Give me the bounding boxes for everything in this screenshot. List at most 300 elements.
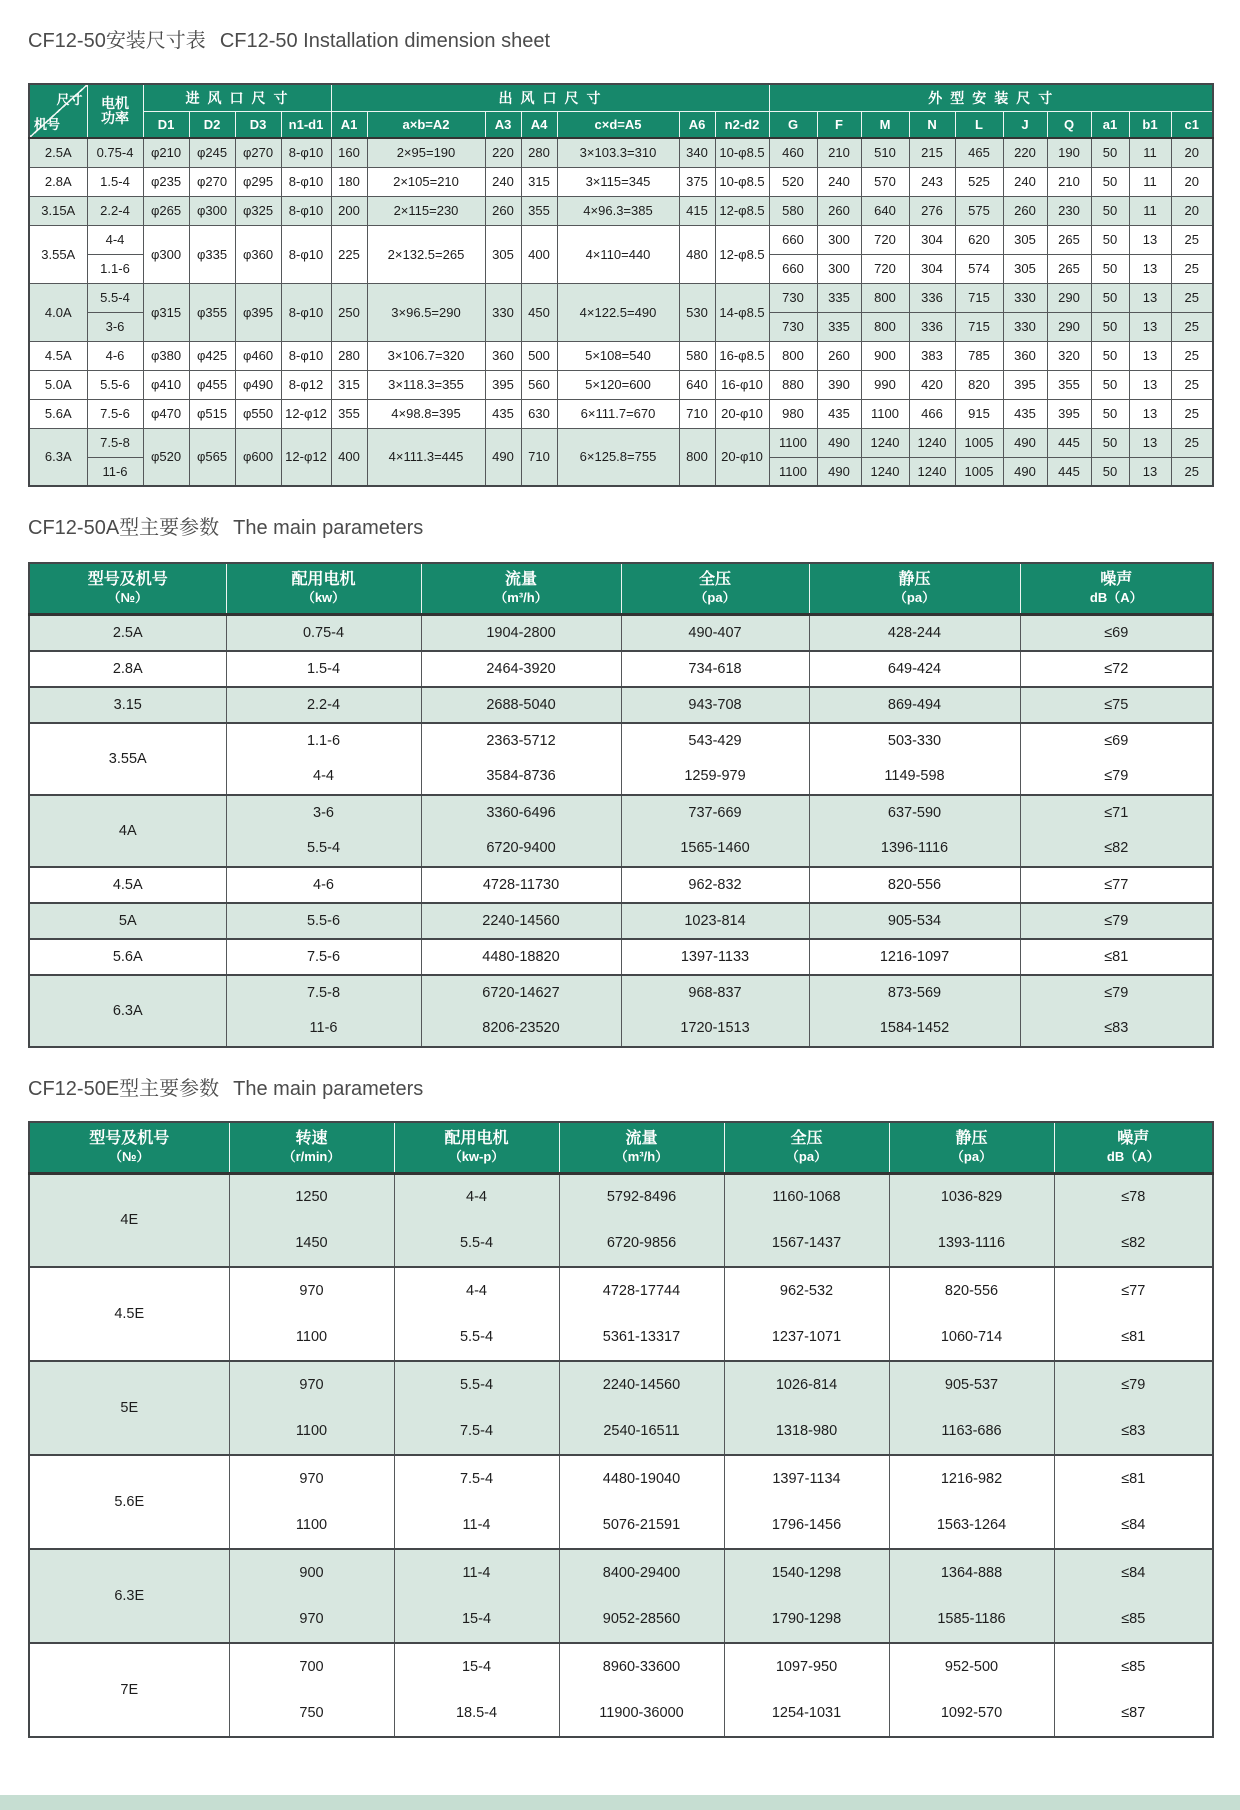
- header-label: 流量: [504, 571, 537, 588]
- param-cell: 1036-829: [889, 1173, 1054, 1220]
- dimension-cell: 260: [485, 196, 521, 225]
- dimension-cell: φ300: [143, 225, 189, 283]
- param-cell: 1567-1437: [724, 1220, 889, 1267]
- mount-cell: 520: [769, 167, 817, 196]
- mount-cell: 620: [955, 225, 1003, 254]
- model-cell: 6.3A: [29, 975, 226, 1047]
- dimension-cell: 355: [331, 399, 367, 428]
- dimension-cell: 560: [521, 370, 557, 399]
- mount-cell: 490: [1003, 428, 1047, 457]
- dimension-cell: 710: [679, 399, 715, 428]
- column-header: [809, 563, 1020, 615]
- mount-cell: 13: [1129, 225, 1171, 254]
- table-row: [29, 138, 1213, 167]
- table-row: [29, 1643, 1213, 1690]
- dimension-cell: 8-φ10: [281, 196, 331, 225]
- column-header: F: [817, 111, 861, 138]
- title-zh: CF12-50E型主要参数: [28, 1077, 220, 1100]
- dimension-cell: 280: [521, 138, 557, 167]
- model-cell: 2.8A: [29, 167, 87, 196]
- param-cell: ≤79: [1020, 903, 1213, 939]
- mount-cell: 1240: [909, 428, 955, 457]
- mount-cell: 265: [1047, 254, 1091, 283]
- model-cell: 4A: [29, 795, 226, 867]
- power-cell: 4-6: [87, 341, 143, 370]
- column-header: [226, 563, 421, 615]
- column-header: [621, 563, 809, 615]
- table-row: [29, 1549, 1213, 1596]
- column-header: [394, 1122, 559, 1174]
- mount-cell: 25: [1171, 283, 1213, 312]
- mount-cell: 383: [909, 341, 955, 370]
- param-cell: 5361-13317: [559, 1314, 724, 1361]
- dimension-cell: 12-φ12: [281, 428, 331, 486]
- dimension-cell: φ300: [189, 196, 235, 225]
- title-en: The main parameters: [233, 517, 424, 539]
- power-cell: 7.5-8: [87, 428, 143, 457]
- dimension-cell: φ380: [143, 341, 189, 370]
- mount-cell: 490: [817, 428, 861, 457]
- param-cell: 3-6: [226, 795, 421, 831]
- param-cell: 4728-11730: [421, 867, 621, 903]
- mount-cell: 800: [861, 312, 909, 341]
- mount-cell: 305: [1003, 225, 1047, 254]
- mount-cell: 276: [909, 196, 955, 225]
- param-cell: 1364-888: [889, 1549, 1054, 1596]
- param-cell: ≤75: [1020, 687, 1213, 723]
- param-cell: 637-590: [809, 795, 1020, 831]
- param-cell: ≤71: [1020, 795, 1213, 831]
- motor-power-line: 电机: [101, 95, 129, 111]
- table-row: [29, 615, 1213, 651]
- param-cell: 2240-14560: [421, 903, 621, 939]
- param-cell: ≤82: [1054, 1220, 1213, 1267]
- dimension-cell: φ335: [189, 225, 235, 283]
- param-cell: 8960-33600: [559, 1643, 724, 1690]
- column-header: A3: [485, 111, 521, 138]
- header-row: [29, 563, 1213, 615]
- param-cell: ≤81: [1020, 939, 1213, 975]
- column-header: a×b=A2: [367, 111, 485, 138]
- table-row: [29, 225, 1213, 254]
- param-cell: 962-532: [724, 1267, 889, 1314]
- param-cell: 970: [229, 1267, 394, 1314]
- mount-cell: 435: [1003, 399, 1047, 428]
- param-cell: ≤82: [1020, 831, 1213, 867]
- dimension-cell: 435: [485, 399, 521, 428]
- param-cell: 1100: [229, 1502, 394, 1549]
- dimension-cell: 4×98.8=395: [367, 399, 485, 428]
- mount-cell: 25: [1171, 399, 1213, 428]
- column-header: [229, 1122, 394, 1174]
- dimension-cell: 16-φ10: [715, 370, 769, 399]
- dimension-cell: φ245: [189, 138, 235, 167]
- param-cell: 2540-16511: [559, 1408, 724, 1455]
- param-cell: 2688-5040: [421, 687, 621, 723]
- param-cell: ≤77: [1020, 867, 1213, 903]
- header-label: 噪声: [1117, 1129, 1150, 1147]
- mount-cell: 800: [769, 341, 817, 370]
- mount-cell: 1100: [769, 457, 817, 486]
- mount-cell: 570: [861, 167, 909, 196]
- param-cell: ≤84: [1054, 1549, 1213, 1596]
- mount-cell: 460: [769, 138, 817, 167]
- mount-cell: 13: [1129, 254, 1171, 283]
- dimension-cell: 490: [485, 428, 521, 486]
- table-row: [29, 370, 1213, 399]
- mount-cell: 25: [1171, 457, 1213, 486]
- param-cell: 3584-8736: [421, 759, 621, 795]
- param-cell: 1237-1071: [724, 1314, 889, 1361]
- corner-label-size: 尺寸: [56, 92, 83, 107]
- model-cell: 5.0A: [29, 370, 87, 399]
- model-cell: 4E: [29, 1173, 229, 1267]
- param-cell: 11-4: [394, 1502, 559, 1549]
- column-header: L: [955, 111, 1003, 138]
- table-row: [29, 1173, 1213, 1220]
- mount-cell: 13: [1129, 399, 1171, 428]
- dimension-cell: 395: [485, 370, 521, 399]
- param-cell: 5.5-4: [226, 831, 421, 867]
- title-zh: CF12-50A型主要参数: [28, 517, 220, 539]
- mount-cell: 715: [955, 283, 1003, 312]
- dimension-cell: 580: [679, 341, 715, 370]
- mount-cell: 355: [1047, 370, 1091, 399]
- main-parameters-table-e: [28, 1121, 1214, 1739]
- mount-cell: 210: [1047, 167, 1091, 196]
- param-cell: 1149-598: [809, 759, 1020, 795]
- param-cell: 2.2-4: [226, 687, 421, 723]
- model-cell: 5A: [29, 903, 226, 939]
- model-cell: 3.15A: [29, 196, 87, 225]
- mount-cell: 11: [1129, 167, 1171, 196]
- mount-cell: 1100: [861, 399, 909, 428]
- section-title-installation: [28, 30, 1240, 53]
- mount-cell: 20: [1171, 196, 1213, 225]
- param-cell: 1397-1134: [724, 1455, 889, 1502]
- mount-cell: 490: [817, 457, 861, 486]
- header-unit: dB（A）: [1106, 1148, 1160, 1164]
- mount-cell: 1240: [909, 457, 955, 486]
- dimension-cell: 8-φ10: [281, 167, 331, 196]
- header-label: 静压: [955, 1129, 988, 1147]
- dimension-cell: 4×122.5=490: [557, 283, 679, 341]
- param-cell: 1023-814: [621, 903, 809, 939]
- param-cell: ≤83: [1054, 1408, 1213, 1455]
- mount-cell: 730: [769, 312, 817, 341]
- dimension-cell: 5×108=540: [557, 341, 679, 370]
- param-cell: 5.5-4: [394, 1314, 559, 1361]
- mount-cell: 445: [1047, 457, 1091, 486]
- column-header: [29, 563, 226, 615]
- mount-cell: 50: [1091, 167, 1129, 196]
- dimension-cell: 8-φ10: [281, 283, 331, 341]
- motor-power-line: 功率: [101, 110, 129, 126]
- model-cell: 7E: [29, 1643, 229, 1737]
- mount-cell: 13: [1129, 428, 1171, 457]
- mount-cell: 50: [1091, 254, 1129, 283]
- dimension-cell: 20-φ10: [715, 399, 769, 428]
- mount-cell: 395: [1003, 370, 1047, 399]
- dimension-cell: 220: [485, 138, 521, 167]
- mount-cell: 800: [861, 283, 909, 312]
- mount-cell: 304: [909, 254, 955, 283]
- power-cell: 5.5-4: [87, 283, 143, 312]
- mount-cell: 395: [1047, 399, 1091, 428]
- param-cell: 1250: [229, 1173, 394, 1220]
- header-unit: （№）: [109, 1148, 150, 1164]
- dimension-cell: 160: [331, 138, 367, 167]
- param-cell: 5.5-6: [226, 903, 421, 939]
- mount-cell: 243: [909, 167, 955, 196]
- table-row: [29, 939, 1213, 975]
- mount-cell: 50: [1091, 428, 1129, 457]
- dimension-cell: 8-φ12: [281, 370, 331, 399]
- dimension-cell: 10-φ8.5: [715, 138, 769, 167]
- mount-cell: 730: [769, 283, 817, 312]
- mount-cell: 300: [817, 225, 861, 254]
- dimension-cell: φ470: [143, 399, 189, 428]
- param-cell: 0.75-4: [226, 615, 421, 651]
- param-cell: 7.5-6: [226, 939, 421, 975]
- dimension-cell: 3×115=345: [557, 167, 679, 196]
- table-row: [29, 651, 1213, 687]
- param-cell: 873-569: [809, 975, 1020, 1011]
- table-row: [29, 428, 1213, 457]
- dimension-cell: 2×95=190: [367, 138, 485, 167]
- installation-dimension-table: [28, 83, 1214, 487]
- mount-cell: 490: [1003, 457, 1047, 486]
- param-cell: 7.5-8: [226, 975, 421, 1011]
- dimension-cell: φ490: [235, 370, 281, 399]
- mount-cell: 265: [1047, 225, 1091, 254]
- param-cell: 4480-19040: [559, 1455, 724, 1502]
- model-cell: 2.5A: [29, 138, 87, 167]
- dimension-cell: 280: [331, 341, 367, 370]
- dimension-cell: 2×132.5=265: [367, 225, 485, 283]
- model-cell: 2.5A: [29, 615, 226, 651]
- param-cell: 1259-979: [621, 759, 809, 795]
- dimension-cell: 400: [521, 225, 557, 283]
- column-header: N: [909, 111, 955, 138]
- group-header: 外型安装尺寸: [769, 84, 1213, 111]
- column-header: J: [1003, 111, 1047, 138]
- param-cell: 1092-570: [889, 1690, 1054, 1737]
- param-cell: 1565-1460: [621, 831, 809, 867]
- param-cell: 6720-9400: [421, 831, 621, 867]
- dimension-cell: φ455: [189, 370, 235, 399]
- mount-cell: 25: [1171, 225, 1213, 254]
- mount-cell: 320: [1047, 341, 1091, 370]
- header-label: 型号及机号: [89, 1129, 170, 1147]
- dimension-cell: 8-φ10: [281, 138, 331, 167]
- dimension-cell: φ425: [189, 341, 235, 370]
- param-cell: ≤81: [1054, 1314, 1213, 1361]
- header-label: 全压: [698, 571, 731, 588]
- column-header: n2-d2: [715, 111, 769, 138]
- power-cell: 7.5-6: [87, 399, 143, 428]
- mount-cell: 13: [1129, 312, 1171, 341]
- param-cell: 900: [229, 1549, 394, 1596]
- dimension-cell: 8-φ10: [281, 341, 331, 370]
- column-header: [29, 1122, 229, 1174]
- header-unit: （pa）: [694, 590, 736, 605]
- mount-cell: 420: [909, 370, 955, 399]
- column-header: D3: [235, 111, 281, 138]
- dimension-cell: 180: [331, 167, 367, 196]
- param-cell: 737-669: [621, 795, 809, 831]
- param-cell: ≤79: [1020, 975, 1213, 1011]
- column-header: [1054, 1122, 1213, 1174]
- mount-cell: 240: [817, 167, 861, 196]
- dimension-cell: 800: [679, 428, 715, 486]
- param-cell: ≤77: [1054, 1267, 1213, 1314]
- param-cell: ≤69: [1020, 723, 1213, 759]
- param-cell: 4480-18820: [421, 939, 621, 975]
- model-cell: 3.55A: [29, 225, 87, 283]
- mount-cell: 336: [909, 283, 955, 312]
- param-cell: 4-4: [226, 759, 421, 795]
- param-cell: 4-6: [226, 867, 421, 903]
- title-en: The main parameters: [233, 1077, 424, 1100]
- param-cell: 1100: [229, 1408, 394, 1455]
- param-cell: 952-500: [889, 1643, 1054, 1690]
- column-header: [421, 563, 621, 615]
- mount-cell: 25: [1171, 370, 1213, 399]
- column-header: M: [861, 111, 909, 138]
- mount-cell: 230: [1047, 196, 1091, 225]
- dimension-cell: φ565: [189, 428, 235, 486]
- param-cell: 1163-686: [889, 1408, 1054, 1455]
- param-cell: ≤79: [1054, 1361, 1213, 1408]
- power-cell: 11-6: [87, 457, 143, 486]
- mount-cell: 260: [817, 196, 861, 225]
- power-cell: 4-4: [87, 225, 143, 254]
- dimension-cell: 305: [485, 225, 521, 283]
- header-label: 型号及机号: [87, 571, 168, 588]
- dimension-cell: 12-φ12: [281, 399, 331, 428]
- mount-cell: 575: [955, 196, 1003, 225]
- param-cell: 750: [229, 1690, 394, 1737]
- model-cell: 2.8A: [29, 651, 226, 687]
- param-cell: ≤87: [1054, 1690, 1213, 1737]
- column-header: D2: [189, 111, 235, 138]
- table-row: [29, 1455, 1213, 1502]
- dimension-cell: φ325: [235, 196, 281, 225]
- mount-cell: 510: [861, 138, 909, 167]
- mount-cell: 50: [1091, 399, 1129, 428]
- section-title-parameters-a: [28, 517, 1240, 540]
- dimension-cell: φ360: [235, 225, 281, 283]
- mount-cell: 50: [1091, 312, 1129, 341]
- param-cell: ≤79: [1020, 759, 1213, 795]
- table-row: [29, 341, 1213, 370]
- dimension-cell: 3×106.7=320: [367, 341, 485, 370]
- column-header: D1: [143, 111, 189, 138]
- header-label: 转速: [295, 1129, 328, 1147]
- param-cell: 4728-17744: [559, 1267, 724, 1314]
- mount-cell: 260: [1003, 196, 1047, 225]
- header-unit: （r/min）: [282, 1148, 341, 1164]
- mount-cell: 25: [1171, 428, 1213, 457]
- param-cell: 1563-1264: [889, 1502, 1054, 1549]
- mount-cell: 50: [1091, 341, 1129, 370]
- mount-cell: 25: [1171, 254, 1213, 283]
- param-cell: ≤85: [1054, 1596, 1213, 1643]
- column-header: [889, 1122, 1054, 1174]
- param-cell: 5076-21591: [559, 1502, 724, 1549]
- mount-cell: 50: [1091, 225, 1129, 254]
- dimension-cell: φ355: [189, 283, 235, 341]
- mount-cell: 720: [861, 225, 909, 254]
- header-unit: dB（A）: [1089, 590, 1143, 605]
- param-cell: 8206-23520: [421, 1011, 621, 1047]
- mount-cell: 820: [955, 370, 1003, 399]
- model-cell: 4.5E: [29, 1267, 229, 1361]
- mount-cell: 210: [817, 138, 861, 167]
- column-header: c×d=A5: [557, 111, 679, 138]
- param-cell: 3360-6496: [421, 795, 621, 831]
- mount-cell: 11: [1129, 196, 1171, 225]
- dimension-cell: 400: [331, 428, 367, 486]
- page: [0, 30, 1240, 1810]
- header-label: 配用电机: [444, 1129, 509, 1147]
- column-header: [1020, 563, 1213, 615]
- column-header: G: [769, 111, 817, 138]
- dimension-cell: 530: [679, 283, 715, 341]
- param-cell: 5792-8496: [559, 1173, 724, 1220]
- dimension-cell: φ270: [235, 138, 281, 167]
- mount-cell: 335: [817, 312, 861, 341]
- dimension-cell: 250: [331, 283, 367, 341]
- mount-cell: 13: [1129, 457, 1171, 486]
- param-cell: 5.5-4: [394, 1361, 559, 1408]
- param-cell: 905-534: [809, 903, 1020, 939]
- param-cell: 970: [229, 1596, 394, 1643]
- column-header: A4: [521, 111, 557, 138]
- param-cell: 9052-28560: [559, 1596, 724, 1643]
- param-cell: ≤83: [1020, 1011, 1213, 1047]
- dimension-cell: φ315: [143, 283, 189, 341]
- mount-cell: 435: [817, 399, 861, 428]
- mount-cell: 290: [1047, 283, 1091, 312]
- param-cell: 1097-950: [724, 1643, 889, 1690]
- mount-cell: 220: [1003, 138, 1047, 167]
- param-cell: 1216-982: [889, 1455, 1054, 1502]
- header-label: 噪声: [1100, 571, 1133, 588]
- dimension-cell: 3×103.3=310: [557, 138, 679, 167]
- header-unit: （kw-p）: [448, 1148, 505, 1164]
- mount-cell: 25: [1171, 312, 1213, 341]
- dimension-cell: 6×111.7=670: [557, 399, 679, 428]
- param-cell: 1450: [229, 1220, 394, 1267]
- dimension-cell: 6×125.8=755: [557, 428, 679, 486]
- dimension-cell: 16-φ8.5: [715, 341, 769, 370]
- mount-cell: 640: [861, 196, 909, 225]
- corner-header: [29, 84, 87, 138]
- dimension-cell: 4×110=440: [557, 225, 679, 283]
- dimension-cell: 8-φ10: [281, 225, 331, 283]
- dimension-cell: 225: [331, 225, 367, 283]
- param-cell: 905-537: [889, 1361, 1054, 1408]
- param-cell: 4-4: [394, 1173, 559, 1220]
- dimension-cell: φ550: [235, 399, 281, 428]
- param-cell: 970: [229, 1361, 394, 1408]
- table-row: [29, 975, 1213, 1011]
- dimension-cell: 3×118.3=355: [367, 370, 485, 399]
- table-row: [29, 196, 1213, 225]
- mount-cell: 720: [861, 254, 909, 283]
